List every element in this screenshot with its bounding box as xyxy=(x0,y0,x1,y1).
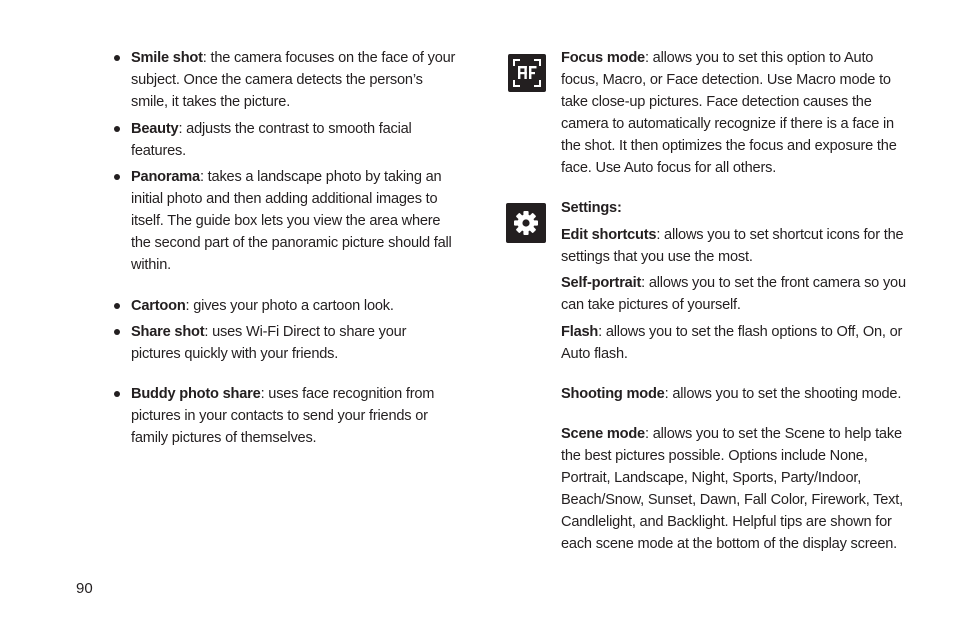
desc: : allows you to set the front camera so you can take pictures of yourself. xyxy=(561,275,906,313)
desc: : adjusts the contrast to smooth facial features. xyxy=(131,121,412,159)
settings-heading: Settings: xyxy=(561,200,622,216)
bullet-beauty xyxy=(114,118,459,162)
term: Flash xyxy=(561,324,599,340)
bullet-dot xyxy=(114,126,120,132)
bullet-buddy-photo-share xyxy=(114,383,459,449)
settings-shooting-mode xyxy=(561,383,906,405)
term: Focus mode xyxy=(561,50,645,66)
settings-edit-shortcuts xyxy=(561,224,906,268)
bullet-cartoon xyxy=(114,295,459,317)
desc: : allows you to set the Scene to help take the best pictures possible. Options include None, Portrait, Landscape, Night, Sports, Party/Indoor, Beach/Snow, Sunset, Dawn, Fall Color, Firework, Text, Candlelight, and Backlight. Helpful tips are shown for each scene mode at the bottom of the display screen. xyxy=(561,426,903,552)
gear-icon xyxy=(506,203,546,243)
bullet-share-shot xyxy=(114,321,459,365)
term: Share shot xyxy=(131,324,205,340)
desc: : allows you to set the shooting mode. xyxy=(664,386,902,402)
focus-mode-paragraph xyxy=(561,47,906,179)
term: Smile shot xyxy=(131,50,203,66)
bullet-dot xyxy=(114,174,120,180)
term: Shooting mode xyxy=(561,386,665,402)
desc: : the camera focuses on the face of your subject. Once the camera detects the person’s smile, it takes the picture. xyxy=(131,50,456,110)
desc: : allows you to set the flash options to Off, On, or Auto flash. xyxy=(561,324,903,362)
page-number: 90 xyxy=(76,580,93,597)
desc: : gives your photo a cartoon look. xyxy=(185,298,394,314)
bullet-dot xyxy=(114,329,120,335)
settings-self-portrait xyxy=(561,272,906,316)
desc: : takes a landscape photo by taking an initial photo and then adding additional images to itself. The guide box lets you view the area where the second part of the panoramic picture should fall within. xyxy=(131,169,452,273)
settings-scene-mode xyxy=(561,423,906,555)
term: Beauty xyxy=(131,121,179,137)
af-focus-icon xyxy=(508,54,546,92)
desc: : uses Wi-Fi Direct to share your pictures quickly with your friends. xyxy=(131,324,407,362)
term: Panorama xyxy=(131,169,200,185)
term: Scene mode xyxy=(561,426,645,442)
term: Cartoon xyxy=(131,298,186,314)
bullet-dot xyxy=(114,391,120,397)
term: Edit shortcuts xyxy=(561,227,657,243)
bullet-dot xyxy=(114,303,120,309)
term: Self-portrait xyxy=(561,275,642,291)
bullet-dot xyxy=(114,55,120,61)
bullet-panorama xyxy=(114,166,459,276)
term: Buddy photo share xyxy=(131,386,261,402)
desc: : uses face recognition from pictures in your contacts to send your friends or family pictures of themselves. xyxy=(131,386,435,446)
desc: : allows you to set this option to Auto focus, Macro, or Face detection. Use Macro mode to take close-up pictures. Face detection causes the camera to automatically recognize if there is a face in the shot. It then optimizes the focus and exposure the face. Use Auto focus for all others. xyxy=(561,50,897,176)
settings-flash xyxy=(561,321,906,365)
desc: : allows you to set shortcut icons for the settings that you use the most. xyxy=(561,227,904,265)
bullet-smile-shot xyxy=(114,47,459,113)
